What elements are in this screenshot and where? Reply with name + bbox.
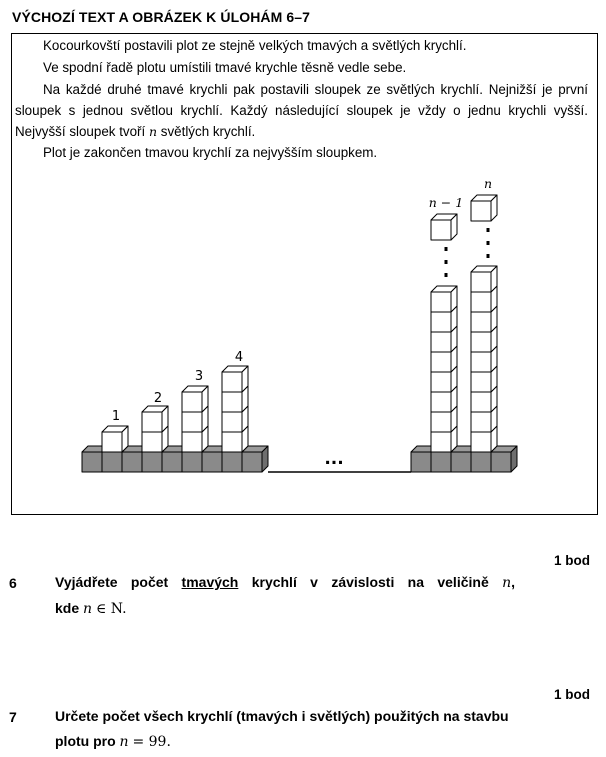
dark-cube-front bbox=[431, 452, 451, 472]
light-cube-front bbox=[471, 372, 491, 392]
question-6-number: 6 bbox=[9, 575, 17, 591]
column-label-3: 3 bbox=[194, 369, 204, 384]
math-variable-n: n bbox=[502, 575, 512, 591]
light-cube-front bbox=[431, 352, 451, 372]
light-cube-front bbox=[142, 432, 162, 452]
q6-set-notation: ∈ N. bbox=[95, 601, 127, 617]
light-cube-front bbox=[471, 352, 491, 372]
light-cube-front bbox=[431, 220, 451, 240]
math-variable-n: n bbox=[119, 734, 129, 750]
dark-cube-front bbox=[162, 452, 182, 472]
q6-math bbox=[502, 574, 515, 590]
q6-text: krychlí v závislosti na veličině bbox=[251, 574, 489, 590]
light-cube-front bbox=[471, 312, 491, 332]
q7-value: = 99. bbox=[132, 734, 171, 750]
question-7-line-2 bbox=[55, 729, 525, 755]
intro-paragraph-3-line-2: sloupek s jednou světlou krychlí. Každý následující sloupek je vždy o jednu krychli vyšší. bbox=[15, 103, 588, 118]
question-7-points: 1 bod bbox=[554, 687, 590, 702]
light-cube-front bbox=[431, 392, 451, 412]
intro-paragraph-4: Plot je zakončen tmavou krychlí za nejvyšším sloupkem. bbox=[43, 145, 378, 160]
q6-comma: , bbox=[511, 574, 515, 590]
q6-underlined-word: tmavých bbox=[181, 574, 239, 590]
math-variable-n: n bbox=[148, 124, 158, 139]
light-cube-front bbox=[222, 432, 242, 452]
light-cube-front bbox=[102, 432, 122, 452]
column-label-4: 4 bbox=[234, 350, 244, 365]
light-cube-front bbox=[431, 292, 451, 312]
light-cube-front bbox=[471, 432, 491, 452]
column-label-1: 1 bbox=[111, 409, 121, 424]
q6-text: Vyjádřete počet bbox=[55, 574, 169, 590]
q6-text: kde bbox=[55, 600, 80, 616]
column-label-2: 2 bbox=[153, 391, 163, 406]
light-cube-front bbox=[431, 372, 451, 392]
light-cube-front bbox=[222, 412, 242, 432]
light-cube-front bbox=[471, 292, 491, 312]
light-cube-front bbox=[471, 412, 491, 432]
dark-cube-front bbox=[142, 452, 162, 472]
light-cube-front bbox=[142, 412, 162, 432]
dark-cube-front bbox=[202, 452, 222, 472]
question-6-text bbox=[55, 570, 515, 622]
dark-cube-front bbox=[491, 452, 511, 472]
light-cube-front bbox=[471, 201, 491, 221]
question-6-line-2 bbox=[55, 596, 515, 622]
dark-cube-front bbox=[411, 452, 431, 472]
light-cube-front bbox=[222, 372, 242, 392]
question-7-text bbox=[55, 704, 525, 755]
intro-paragraph-2: Ve spodní řadě plotu umístili tmavé krychle těsně vedle sebe. bbox=[43, 60, 407, 75]
question-7-line-1: Určete počet všech krychlí (tmavých i světlých) použitých na stavbu bbox=[55, 708, 509, 724]
q7-text: plotu pro bbox=[55, 733, 116, 749]
light-cube-front bbox=[222, 392, 242, 412]
dark-cube-front bbox=[102, 452, 122, 472]
dark-cube-front bbox=[242, 452, 262, 472]
light-cube-front bbox=[471, 272, 491, 292]
column-label-n: n bbox=[483, 176, 493, 191]
light-cube-front bbox=[471, 332, 491, 352]
intro-text: světlých krychlí. bbox=[160, 124, 256, 139]
cube-group bbox=[82, 195, 517, 472]
light-cube-front bbox=[431, 312, 451, 332]
light-cube-front bbox=[431, 332, 451, 352]
question-6-points: 1 bod bbox=[554, 553, 590, 568]
dark-cube-front bbox=[82, 452, 102, 472]
intro-paragraph-1: Kocourkovští postavili plot ze stejně velkých tmavých a světlých krychlí. bbox=[43, 38, 467, 53]
intro-paragraph-3-line-1: Na každé druhé tmavé krychli pak postavili sloupek ze světlých krychlí. Nejnižší je první bbox=[43, 82, 588, 97]
dark-cube-front bbox=[451, 452, 471, 472]
light-cube-front bbox=[431, 432, 451, 452]
light-cube-front bbox=[182, 412, 202, 432]
question-7-number: 7 bbox=[9, 709, 17, 725]
question-6-line-1 bbox=[55, 570, 515, 596]
math-variable-n: n bbox=[83, 601, 93, 617]
column-label-n-minus-1: n − 1 bbox=[428, 195, 464, 210]
light-cube-front bbox=[182, 392, 202, 412]
light-cube-front bbox=[471, 392, 491, 412]
dark-cube-front bbox=[182, 452, 202, 472]
dark-cube-front bbox=[122, 452, 142, 472]
light-cube-front bbox=[431, 412, 451, 432]
section-heading: VÝCHOZÍ TEXT A OBRÁZEK K ÚLOHÁM 6–7 bbox=[12, 9, 311, 25]
dark-cube-front bbox=[471, 452, 491, 472]
dark-cube-front bbox=[222, 452, 242, 472]
fence-ellipsis: ... bbox=[324, 449, 344, 469]
light-cube-front bbox=[182, 432, 202, 452]
intro-text: Nejvyšší sloupek tvoří bbox=[15, 124, 146, 139]
